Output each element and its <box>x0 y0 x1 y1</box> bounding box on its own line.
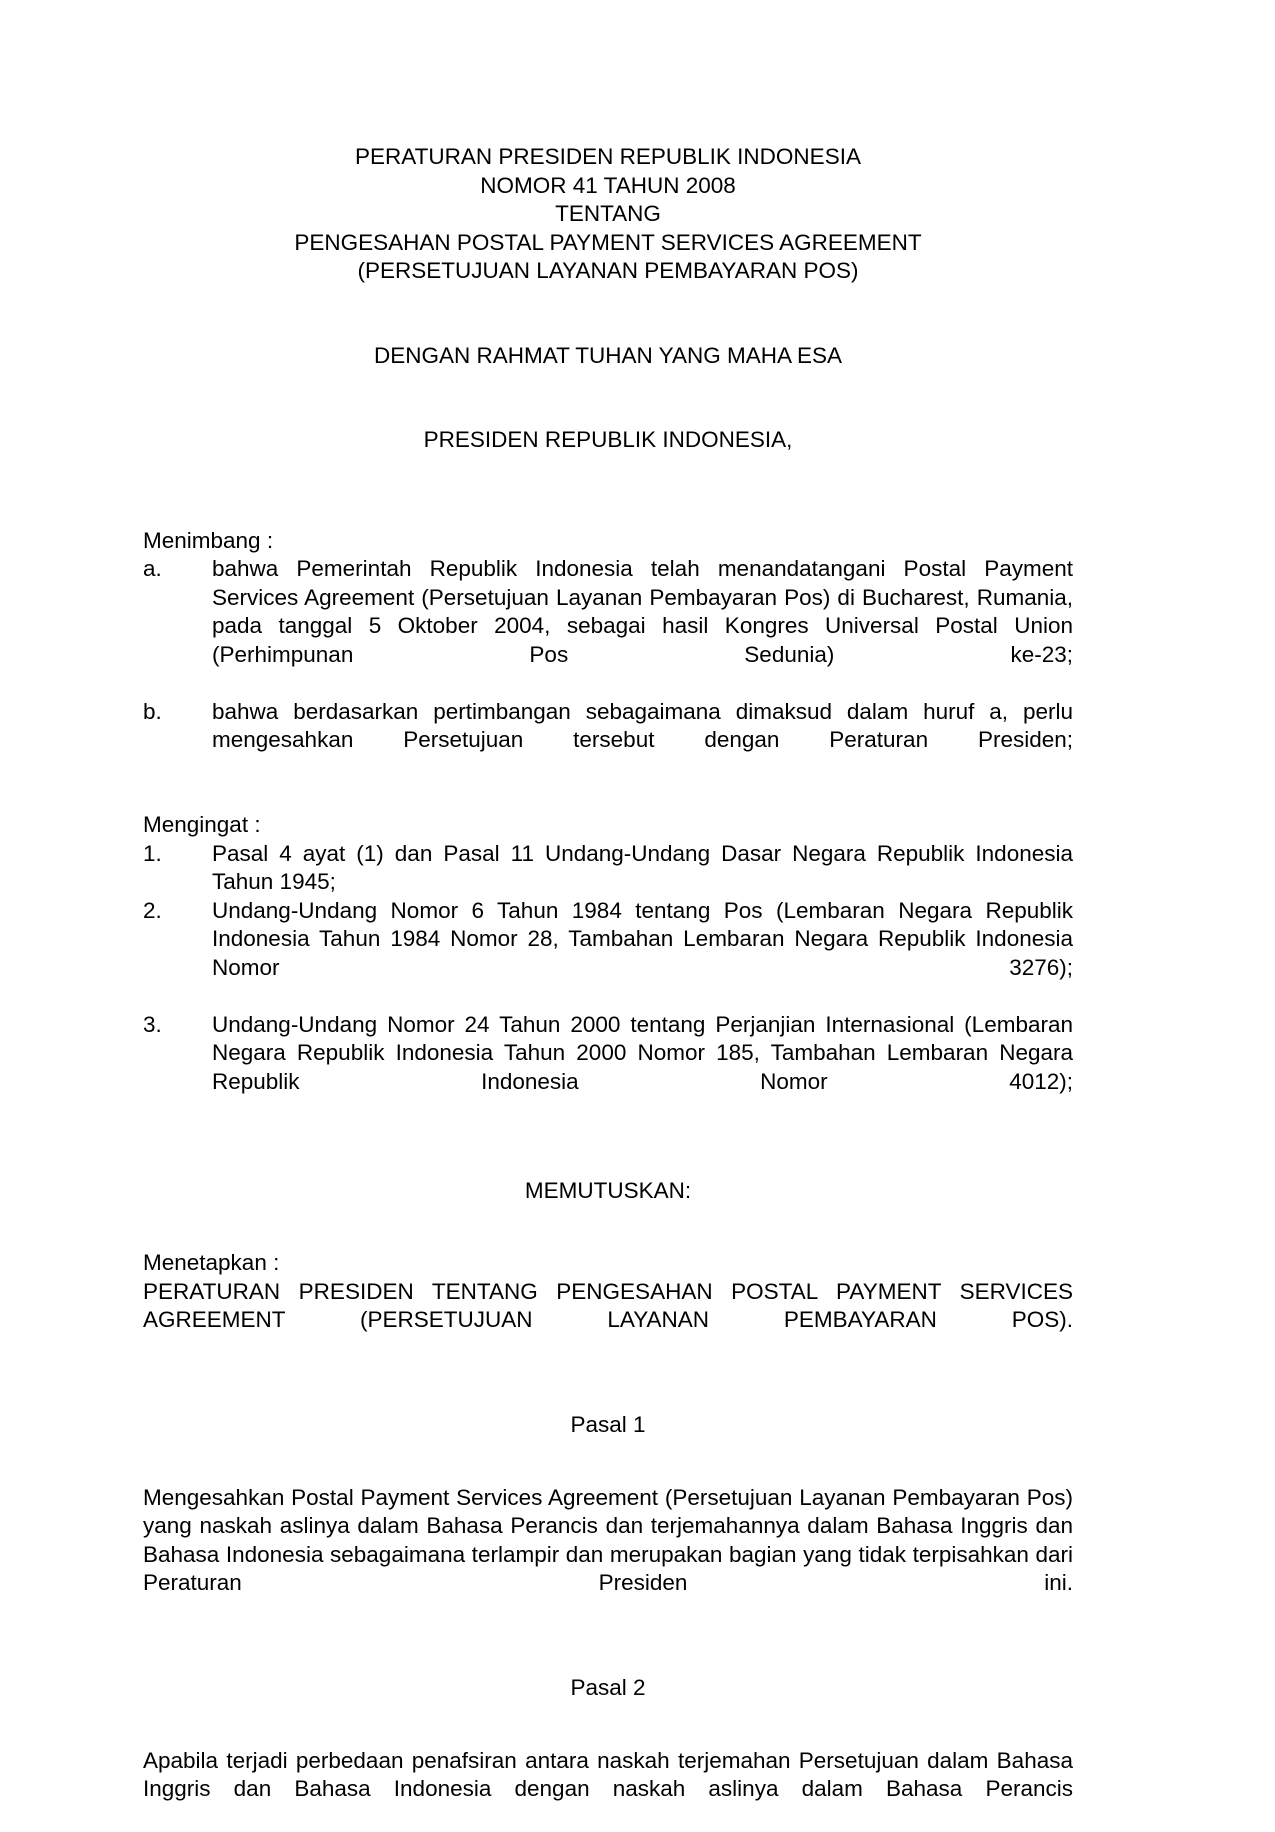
list-item <box>143 698 1073 784</box>
list-text: Undang-Undang Nomor 6 Tahun 1984 tentang Pos (Lembaran Negara Republik Indonesia Tahun 1984 Nomor 28, Tambahan Lembaran Negara Republik Indonesia Nomor 3276); <box>212 897 1073 1011</box>
menimbang-label: Menimbang : <box>143 527 1073 556</box>
list-text: Undang-Undang Nomor 24 Tahun 2000 tentang Perjanjian Internasional (Lembaran Negara Republik Indonesia Tahun 2000 Nomor 185, Tambahan Lembaran Negara Republik Indonesia Nomor 4012); <box>212 1011 1073 1125</box>
mengingat-list <box>143 840 1073 1125</box>
spacer-after-pasal-1-heading <box>143 1440 1073 1484</box>
spacer-before-menimbang <box>143 455 1073 527</box>
issuer-line: PRESIDEN REPUBLIK INDONESIA, <box>143 426 1073 455</box>
article-heading-pasal-2: Pasal 2 <box>143 1674 1073 1703</box>
list-marker: b. <box>143 698 212 727</box>
list-marker: a. <box>143 555 212 584</box>
list-item <box>143 1011 1073 1125</box>
spacer-before-menetapkan <box>143 1205 1073 1249</box>
spacer-before-pasal-2 <box>143 1626 1073 1674</box>
spacer-before-memutuskan <box>143 1125 1073 1177</box>
list-marker: 2. <box>143 897 212 926</box>
title-line-2: NOMOR 41 TAHUN 2008 <box>143 172 1073 201</box>
list-item <box>143 897 1073 1011</box>
spacer-after-title <box>143 286 1073 342</box>
list-text: Pasal 4 ayat (1) dan Pasal 11 Undang-Undang Dasar Negara Republik Indonesia Tahun 1945; <box>212 840 1073 897</box>
mengingat-label: Mengingat : <box>143 811 1073 840</box>
spacer-before-mengingat <box>143 783 1073 811</box>
title-line-5: (PERSETUJUAN LAYANAN PEMBAYARAN POS) <box>143 257 1073 286</box>
memutuskan-heading: MEMUTUSKAN: <box>143 1177 1073 1206</box>
menetapkan-text: PERATURAN PRESIDEN TENTANG PENGESAHAN POSTAL PAYMENT SERVICES AGREEMENT (PERSETUJUAN LAYANAN PEMBAYARAN POS). <box>143 1278 1073 1364</box>
blessing-line: DENGAN RAHMAT TUHAN YANG MAHA ESA <box>143 342 1073 371</box>
title-line-1: PERATURAN PRESIDEN REPUBLIK INDONESIA <box>143 143 1073 172</box>
list-item <box>143 555 1073 698</box>
article-heading-pasal-1: Pasal 1 <box>143 1411 1073 1440</box>
article-body-pasal-2: Apabila terjadi perbedaan penafsiran antara naskah terjemahan Persetujuan dalam Bahasa Inggris dan Bahasa Indonesia dengan naskah aslinya dalam Bahasa Perancis <box>143 1747 1073 1832</box>
article-body-pasal-1: Mengesahkan Postal Payment Services Agreement (Persetujuan Layanan Pembayaran Pos) yang naskah aslinya dalam Bahasa Perancis dan terjemahannya dalam Bahasa Inggris dan Bahasa Indonesia sebagaimana terlampir dan merupakan bagian yang tidak terpisahkan dari Peraturan Presiden ini. <box>143 1484 1073 1627</box>
list-text: bahwa berdasarkan pertimbangan sebagaimana dimaksud dalam huruf a, perlu mengesahkan Persetujuan tersebut dengan Peraturan Presiden; <box>212 698 1073 784</box>
list-marker: 1. <box>143 840 212 869</box>
document-title-block <box>143 143 1073 286</box>
list-item <box>143 840 1073 897</box>
document-content <box>143 0 1073 1832</box>
title-line-3: TENTANG <box>143 200 1073 229</box>
list-text: bahwa Pemerintah Republik Indonesia telah menandatangani Postal Payment Services Agreement (Persetujuan Layanan Pembayaran Pos) di Bucharest, Rumania, pada tanggal 5 Oktober 2004, sebagai hasil Kongres Universal Postal Union (Perhimpunan Pos Sedunia) ke-23; <box>212 555 1073 698</box>
title-line-4: PENGESAHAN POSTAL PAYMENT SERVICES AGREEMENT <box>143 229 1073 258</box>
menimbang-list <box>143 555 1073 783</box>
spacer-before-pasal-1 <box>143 1363 1073 1411</box>
list-marker: 3. <box>143 1011 212 1040</box>
menetapkan-label: Menetapkan : <box>143 1249 1073 1278</box>
spacer-after-pasal-2-heading <box>143 1703 1073 1747</box>
spacer-after-blessing <box>143 370 1073 426</box>
